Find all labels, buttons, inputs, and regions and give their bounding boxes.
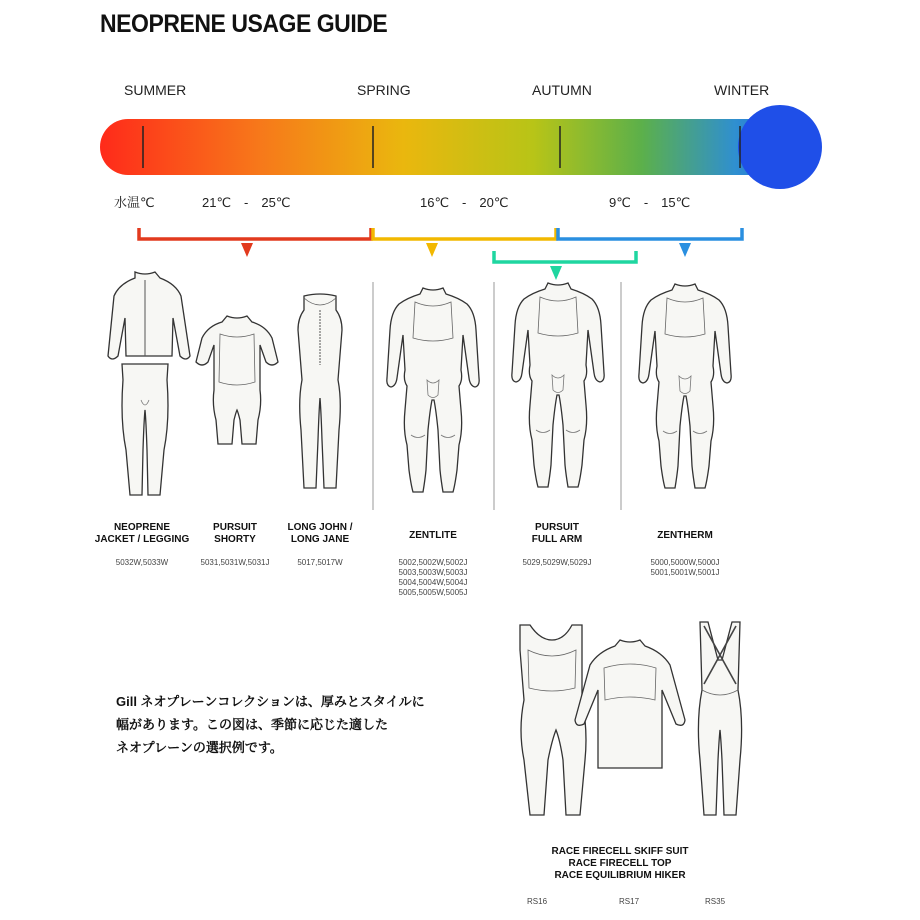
zentherm-illustration: [639, 284, 731, 488]
race-hiker-illustration: [698, 622, 741, 815]
temp-range-summer: 21℃ - 25℃: [202, 195, 291, 210]
neoprene-legging-illustration: [122, 364, 168, 495]
page-title: NEOPRENE USAGE GUIDE: [100, 10, 388, 38]
race-top-illustration: [575, 640, 685, 768]
collection-description: Gill ネオプレーンコレクションは、厚みとスタイルに 幅があります。この図は、季節に応じた適した ネオプレーンの選択例です。: [116, 694, 425, 755]
thermometer-bulb: [738, 105, 822, 189]
temperature-bar: [100, 119, 780, 175]
race-code-rs35: RS35: [705, 897, 726, 906]
temp-range-winter: 9℃ - 15℃: [609, 195, 691, 210]
product-codes-shorty: 5031,5031W,5031J: [200, 558, 270, 567]
long-john-illustration: [298, 294, 342, 488]
race-code-rs16: RS16: [527, 897, 548, 906]
race-code-rs17: RS17: [619, 897, 640, 906]
product-label-shorty: PURSUIT SHORTY: [213, 522, 257, 545]
pursuit-shorty-illustration: [196, 316, 278, 444]
product-label-neoprene: NEOPRENE JACKET / LEGGING: [94, 522, 190, 545]
product-label-long-john: LONG JOHN / LONG JANE: [287, 522, 353, 545]
temp-range-spring: 16℃ - 20℃: [420, 195, 509, 210]
product-codes-neoprene: 5032W,5033W: [115, 558, 169, 567]
product-label-zentherm: ZENTHERM: [657, 530, 713, 541]
neoprene-jacket-illustration: [108, 272, 190, 359]
race-product-names: RACE FIRECELL SKIFF SUIT RACE FIRECELL TOP RACE EQUILIBRIUM HIKER: [551, 846, 689, 881]
season-autumn: AUTUMN: [532, 82, 592, 98]
product-codes-long-john: 5017,5017W: [297, 558, 343, 567]
product-label-pursuit-full-arm: PURSUIT FULL ARM: [531, 522, 583, 545]
product-label-zentlite: ZENTLITE: [409, 530, 457, 541]
product-codes-pursuit-full-arm: 5029,5029W,5029J: [522, 558, 592, 567]
product-codes-zentherm: 5000,5000W,5000J 5001,5001W,5001J: [650, 558, 720, 577]
water-temp-label: 水温℃: [114, 195, 155, 210]
pursuit-full-arm-illustration: [512, 283, 604, 487]
zentlite-illustration: [387, 288, 479, 492]
season-summer: SUMMER: [124, 82, 187, 98]
season-winter: WINTER: [714, 82, 770, 98]
product-codes-zentlite: 5002,5002W,5002J 5003,5003W,5003J 5004,5004W,5004J 5005,5005W,5005J: [398, 558, 468, 597]
season-spring: SPRING: [357, 82, 411, 98]
